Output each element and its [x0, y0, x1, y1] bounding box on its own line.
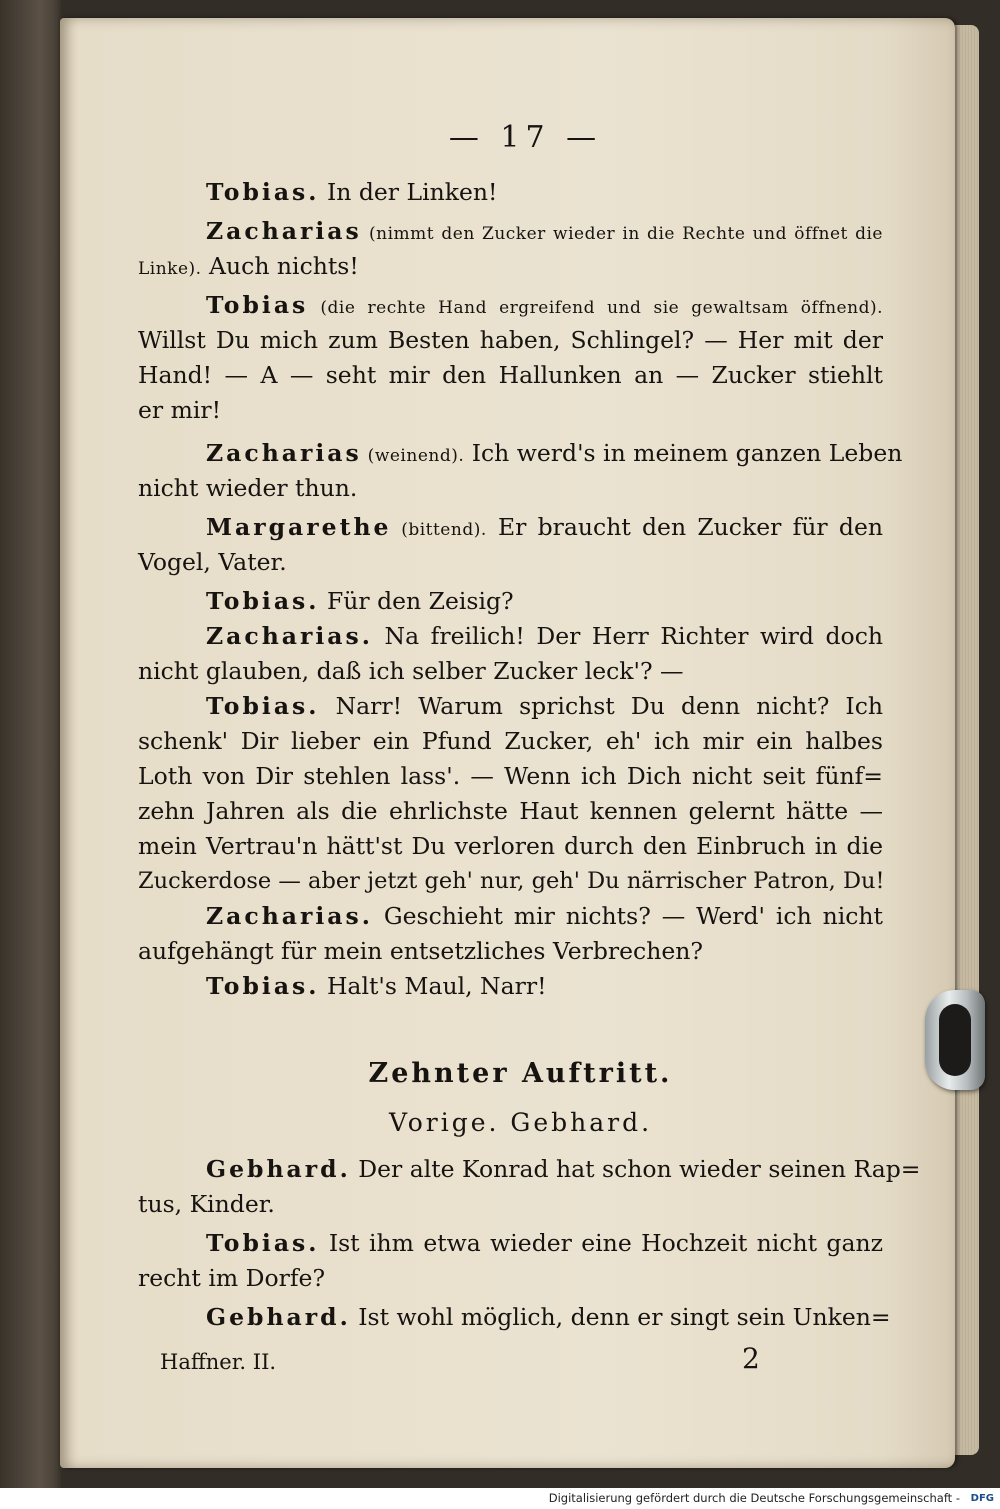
scene-heading: Zehnter Auftritt.: [368, 1058, 673, 1089]
speech: Halt's Maul, Narr!: [319, 972, 547, 1000]
dfg-logo: DFG: [970, 1493, 994, 1504]
speaker-name: Tobias.: [206, 972, 320, 1000]
text-line: tus, Kinder.: [138, 1190, 275, 1218]
speaker-name: Tobias.: [206, 692, 320, 720]
speaker-name: Zacharias: [206, 439, 362, 467]
stage-direction: (weinend).: [361, 446, 465, 466]
page-stack-edge: [955, 25, 979, 1455]
speech: Geschieht mir nichts? — Werd' ich nicht: [372, 902, 883, 930]
speaker-name: Tobias.: [206, 587, 320, 615]
text-line: Loth von Dir stehlen lass'. — Wenn ich Dich nicht seit fünf=: [138, 762, 883, 790]
text-line: Willst Du mich zum Besten haben, Schlingel? — Her mit der: [138, 326, 883, 354]
speaker-name: Gebhard.: [206, 1155, 351, 1183]
speech: Ich werd's in meinem ganzen Leben: [464, 439, 903, 467]
speaker-name: Gebhard.: [206, 1303, 351, 1331]
text-line: [138, 969, 883, 1004]
speech: Der alte Konrad hat schon wieder seinen Rap=: [350, 1155, 921, 1183]
speech: Für den Zeisig?: [319, 587, 514, 615]
speech: In der Linken!: [319, 178, 498, 206]
text-line: [138, 689, 883, 724]
speech: Na freilich! Der Herr Richter wird doch: [372, 622, 883, 650]
text-line: Hand! — A — seht mir den Hallunken an — Zucker stiehlt: [138, 361, 883, 389]
text-line: [138, 584, 883, 619]
text-line: aufgehängt für mein entsetzliches Verbrechen?: [138, 937, 703, 965]
speaker-name: Margarethe: [206, 513, 392, 541]
speech: Er braucht den Zucker für den: [486, 513, 883, 541]
speech: Narr! Warum sprichst Du denn nicht? Ich: [319, 692, 883, 720]
text-line: zehn Jahren als die ehrlichste Haut kennen gelernt hätte —: [138, 797, 883, 825]
text-line: [138, 288, 883, 323]
text-line: [138, 1226, 883, 1261]
speaker-name: Zacharias: [206, 217, 362, 245]
text-line: er mir!: [138, 396, 222, 424]
speaker-name: Tobias.: [206, 178, 320, 206]
text-line: [138, 436, 903, 471]
speaker-name: Zacharias.: [206, 902, 373, 930]
text-line: schenk' Dir lieber ein Pfund Zucker, eh' ich mir ein halbes: [138, 727, 883, 755]
text-line: [138, 1152, 921, 1187]
text-line: nicht glauben, daß ich selber Zucker leck'? —: [138, 657, 684, 685]
text-line: nicht wieder thun.: [138, 474, 358, 502]
digitization-credit-bar: [0, 1488, 1000, 1509]
stage-direction: Linke).: [138, 259, 202, 279]
speaker-name: Tobias: [206, 291, 309, 319]
text-line: recht im Dorfe?: [138, 1264, 326, 1292]
speech: Ist ihm etwa wieder eine Hochzeit nicht ganz: [319, 1229, 883, 1257]
text-line: [138, 175, 883, 210]
stage-direction: (bittend).: [391, 520, 487, 540]
speech: Ist wohl möglich, denn er singt sein Unken=: [350, 1303, 891, 1331]
speech: Auch nichts!: [201, 252, 359, 280]
credit-text: Digitalisierung gefördert durch die Deutsche Forschungsgemeinschaft -: [548, 1491, 960, 1505]
stage-direction: (nimmt den Zucker wieder in die Rechte und öffnet die: [361, 224, 883, 244]
text-line: [138, 619, 883, 654]
text-line: [138, 510, 883, 545]
stage-direction: (die rechte Hand ergreifend und sie gewaltsam öffnend).: [308, 298, 883, 318]
page-text: [138, 120, 921, 1335]
page-number: — 17 —: [448, 120, 603, 155]
text-line: Vogel, Vater.: [138, 548, 287, 576]
text-line: [138, 899, 883, 934]
text-line: [138, 249, 883, 284]
scene-characters: Vorige. Gebhard.: [388, 1108, 653, 1137]
sheet-number: 2: [742, 1342, 760, 1375]
text-line: [138, 1300, 891, 1335]
signature-mark: Haffner. II.: [160, 1350, 277, 1374]
text-line: [138, 214, 883, 249]
speaker-name: Zacharias.: [206, 622, 373, 650]
speaker-name: Tobias.: [206, 1229, 320, 1257]
page-clip: [925, 990, 985, 1090]
text-line: mein Vertrau'n hätt'st Du verloren durch den Einbruch in die: [138, 832, 883, 860]
text-line: Zuckerdose — aber jetzt geh' nur, geh' Du närrischer Patron, Du!: [138, 868, 885, 894]
